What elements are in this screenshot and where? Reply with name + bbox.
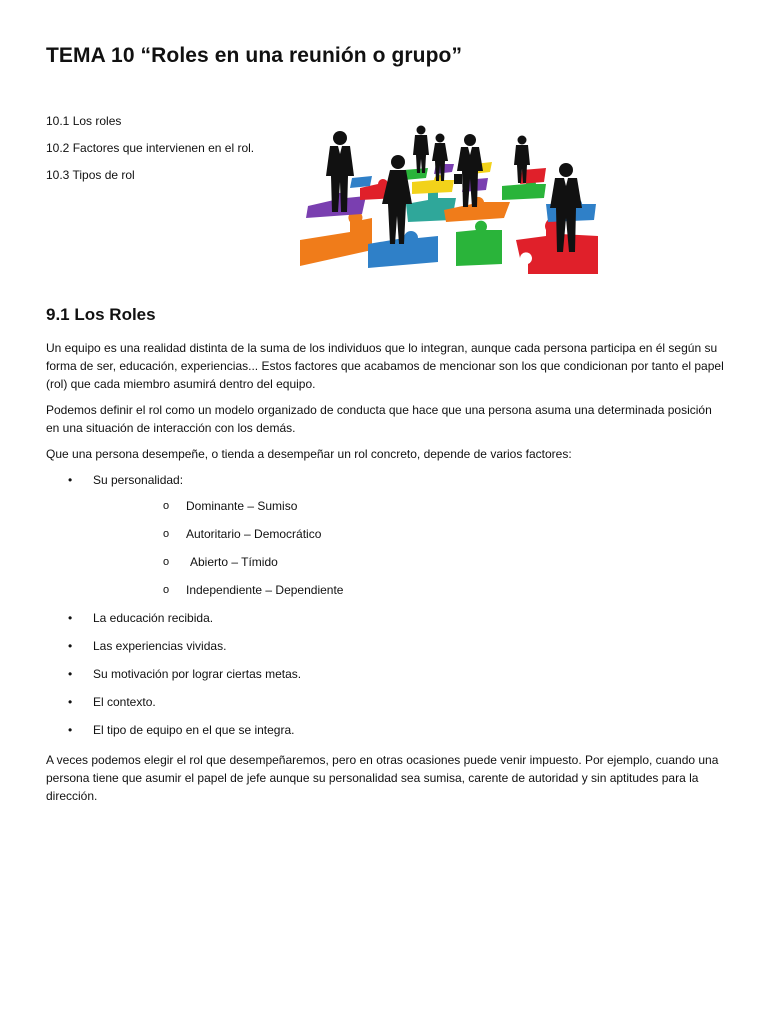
page-title: TEMA 10 “Roles en una reunión o grupo” — [46, 44, 463, 67]
section-heading: 9.1 Los Roles — [46, 305, 156, 324]
sublist-item — [93, 553, 726, 581]
toc-item: 10.2 Factores que intervienen en el rol. — [46, 141, 255, 155]
sublist-item — [93, 497, 726, 525]
person-silhouette — [413, 126, 429, 174]
bullet-icon: • — [68, 639, 73, 653]
toc-item: 10.3 Tipos de rol — [46, 168, 135, 182]
list-item — [46, 665, 726, 693]
list-item — [46, 693, 726, 721]
sublist-item-text: Dominante – Sumiso — [186, 499, 298, 513]
list-item-text: El contexto. — [93, 695, 156, 709]
table-of-contents — [46, 114, 254, 195]
list-item — [46, 637, 726, 665]
sublist-item — [93, 581, 726, 609]
sublist-item-text: Autoritario – Democrático — [186, 527, 322, 541]
list-item-text: Las experiencias vividas. — [93, 639, 227, 653]
puzzle-piece — [456, 221, 502, 266]
list-item-text: Su personalidad: — [93, 473, 184, 487]
sublist-item-text: Independiente – Dependiente — [186, 583, 344, 597]
bullet-icon: • — [68, 723, 73, 737]
sublist-item-text: Abierto – Tímido — [190, 555, 278, 569]
hollow-bullet-icon: o — [163, 528, 170, 540]
closing-paragraph: A veces podemos elegir el rol que desempeñaremos, pero en otras ocasiones puede venir impuesto. Por ejemplo, cuando una persona tiene que asumir el papel de jefe aunque su personalidad sea sumisa, carente de autoridad y sin aptitudes para la dirección. — [46, 753, 719, 803]
list-item — [46, 609, 726, 637]
list-item-text: La educación recibida. — [93, 611, 214, 625]
hollow-bullet-icon: o — [163, 500, 170, 512]
bullet-icon: • — [68, 695, 73, 709]
business-team-puzzle-illustration — [294, 120, 606, 276]
toc-item: 10.1 Los roles — [46, 114, 122, 128]
person-silhouette — [382, 155, 412, 244]
sublist-item — [93, 525, 726, 553]
puzzle-piece — [300, 211, 372, 266]
bullet-icon: • — [68, 473, 73, 487]
paragraph: Que una persona desempeñe, o tienda a desempeñar un rol concreto, depende de varios factores: — [46, 447, 572, 461]
list-item-text: El tipo de equipo en el que se integra. — [93, 723, 295, 737]
bullet-icon: • — [68, 667, 73, 681]
paragraph: Podemos definir el rol como un modelo organizado de conducta que hace que una persona asuma una determinada posición en una situación de interacción con los demás. — [46, 403, 712, 435]
list-item — [46, 471, 726, 609]
bullet-icon: • — [68, 611, 73, 625]
section-body — [46, 339, 726, 813]
list-item-text: Su motivación por lograr ciertas metas. — [93, 667, 302, 681]
personality-sublist — [93, 497, 726, 609]
factor-list — [46, 471, 726, 749]
paragraph: Un equipo es una realidad distinta de la suma de los individuos que lo integran, aunque cada persona participa en él según su forma de ser, educación, experiencias... Estos factores que acabamos de mencionar son los que condicionan por tanto el papel (rol) que cada miembro asumirá dentro del equipo. — [46, 341, 724, 391]
hollow-bullet-icon: o — [163, 584, 170, 596]
list-item — [46, 721, 726, 749]
person-silhouette — [454, 134, 483, 207]
hollow-bullet-icon: o — [163, 556, 170, 568]
